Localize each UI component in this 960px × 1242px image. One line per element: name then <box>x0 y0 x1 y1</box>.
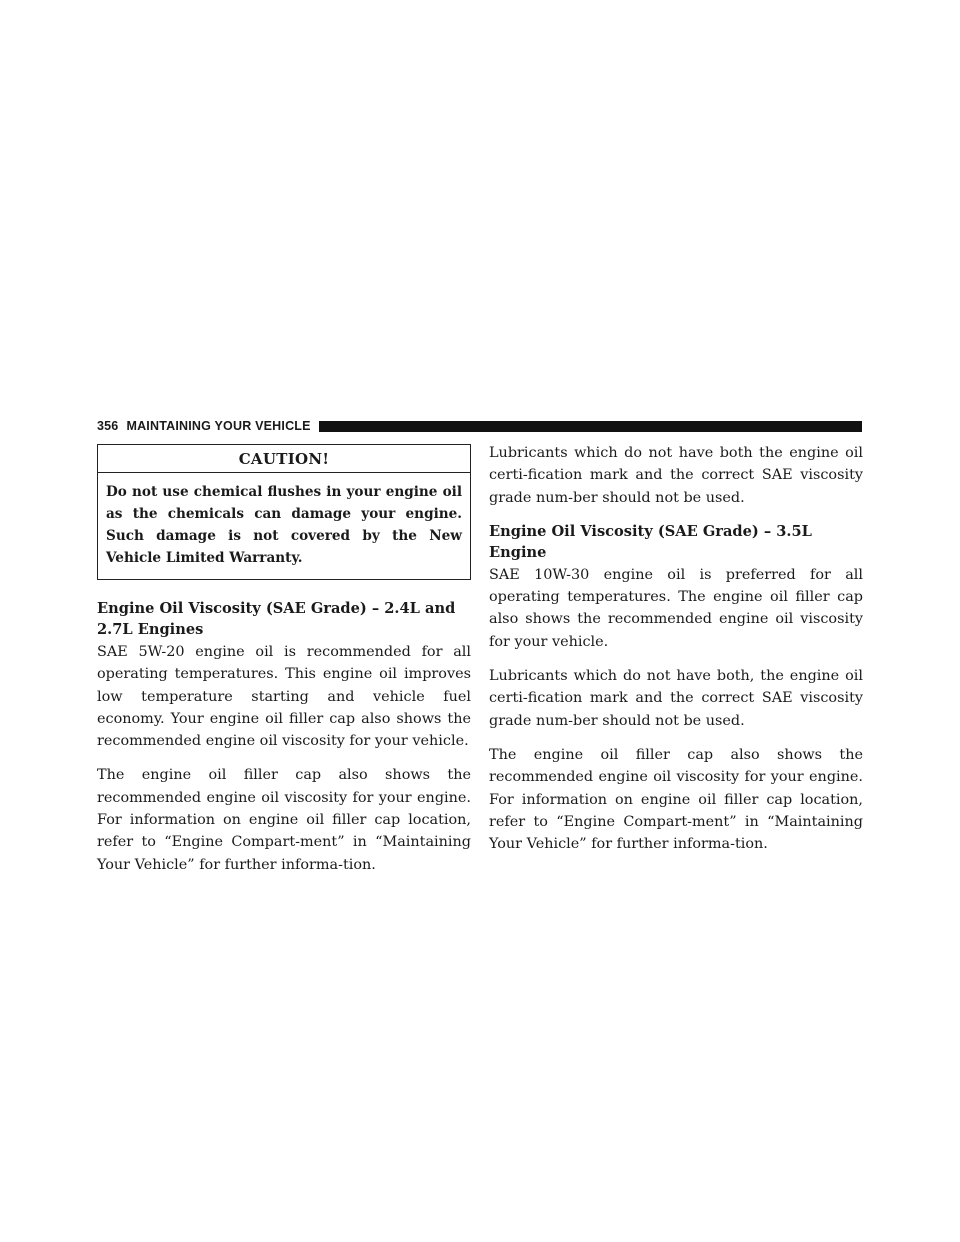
page-number: 356 <box>97 419 119 433</box>
caution-box <box>97 444 471 580</box>
paragraph-lubricants-1: Lubricants which do not have both the engine oil certi-fication mark and the correct SAE viscosity grade num-ber should not be used. <box>489 445 863 506</box>
right-column <box>489 442 863 867</box>
paragraph-5w20: SAE 5W-20 engine oil is recommended for all operating temperatures. This engine oil improves low temperature starting and vehicle fuel economy. Your engine oil filler cap also shows the recommended engine oil viscosity for your vehicle. <box>97 644 471 750</box>
page-header <box>97 418 862 434</box>
header-rule <box>319 421 862 432</box>
paragraph-lubricants-2: Lubricants which do not have both, the engine oil certi-fication mark and the correct SAE viscosity grade num-ber should not be used. <box>489 668 863 729</box>
section-title: MAINTAINING YOUR VEHICLE <box>126 419 311 433</box>
section-heading-24l-27l: Engine Oil Viscosity (SAE Grade) – 2.4L and 2.7L Engines <box>97 600 456 638</box>
caution-text: Do not use chemical flushes in your engine oil as the chemicals can damage your engine. Such damage is not covered by the New Vehicle Limited Warranty. <box>106 484 462 566</box>
paragraph-filler-cap-left: The engine oil filler cap also shows the recommended engine oil viscosity for your engine. For information on engine oil filler cap location, refer to “Engine Compart-ment” in “Maintaining Your Vehicle” for further informa-tion. <box>97 767 471 873</box>
left-column <box>97 444 471 888</box>
paragraph-filler-cap-right: The engine oil filler cap also shows the recommended engine oil viscosity for your engine. For information on engine oil filler cap location, refer to “Engine Compart-ment” in “Maintaining Your Vehicle” for further informa-tion. <box>489 746 863 853</box>
section-heading-35l: Engine Oil Viscosity (SAE Grade) – 3.5L Engine <box>489 522 812 561</box>
paragraph-10w30: SAE 10W-30 engine oil is preferred for all operating temperatures. The engine oil filler cap also shows the recommended engine oil viscosity for your vehicle. <box>489 566 863 650</box>
caution-title: CAUTION! <box>98 445 470 473</box>
